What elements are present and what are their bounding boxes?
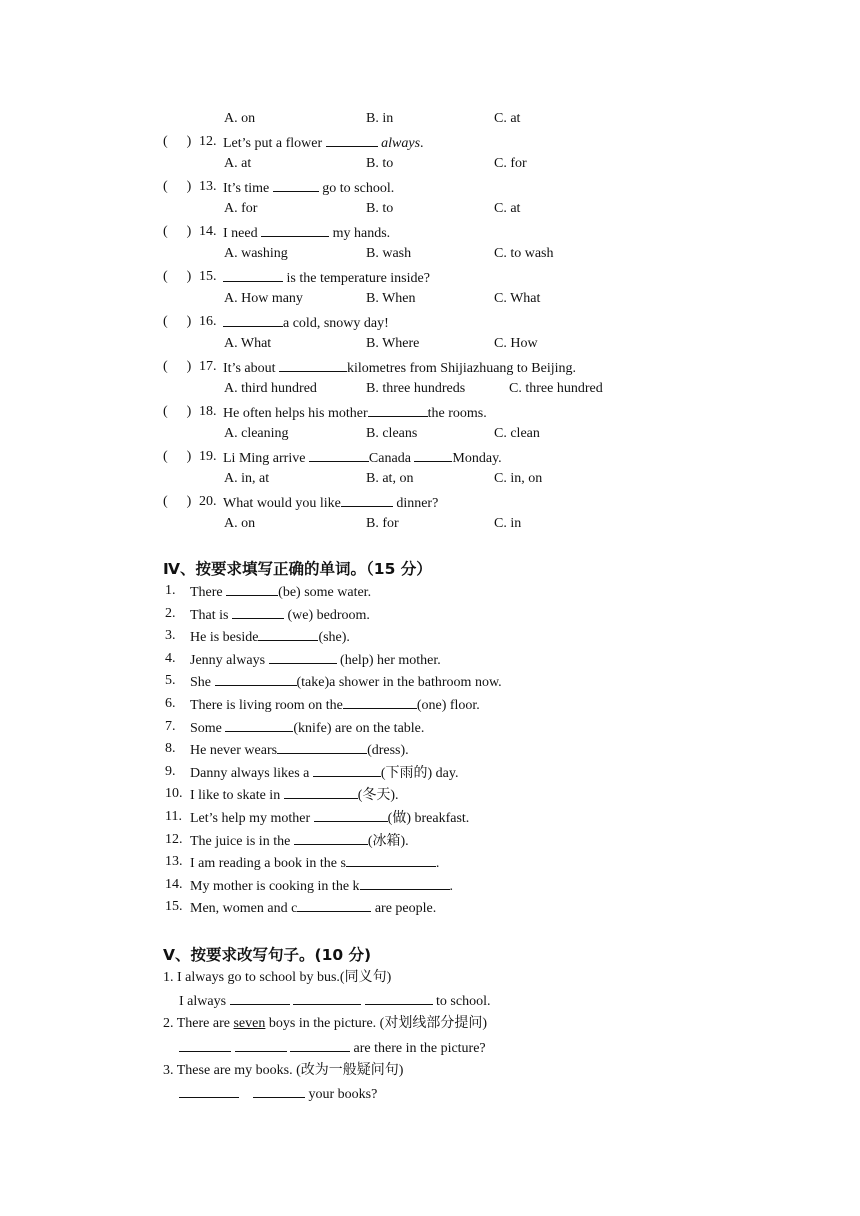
section-4-title: Ⅳ、按要求填写正确的单词。（15 分） [163, 560, 432, 578]
list-item: 4. Jenny always (help) her mother. [163, 648, 763, 671]
list-item: 10. I like to skate in (冬天). [163, 783, 763, 806]
list-item: 11. Let’s help my mother (做) breakfast. [163, 806, 763, 829]
question-12: ( ) 12. Let’s put a flower always. [163, 131, 763, 154]
question-13: ( ) 13. It’s time go to school. [163, 176, 763, 199]
answer-blank [309, 446, 369, 462]
question-20: ( ) 20. What would you like dinner? [163, 491, 763, 514]
question-19: ( ) 19. Li Ming arrive Canada Monday. [163, 446, 763, 469]
question-number: 12. [199, 133, 217, 149]
list-item: 8. He never wears (dress). [163, 738, 763, 761]
question-18: ( ) 18. He often helps his mother the rooms. [163, 401, 763, 424]
list-item: 12. The juice is in the (冰箱). [163, 829, 763, 852]
rewrite-q3-answer: your books? [163, 1082, 763, 1105]
list-item: 13. I am reading a book in the s . [163, 851, 763, 874]
rewrite-q3: 3. These are my books. (改为一般疑问句) [163, 1062, 404, 1078]
answer-blank [223, 266, 283, 282]
answer-blank [261, 221, 329, 237]
option-c: C. at [494, 111, 521, 126]
option-b: B. in [366, 111, 394, 126]
list-item: 9. Danny always likes a (下雨的) day. [163, 761, 763, 784]
rewrite-q1: 1. I always go to school by bus.(同义句) [163, 970, 392, 985]
question-text: Let’s put a flower always. [223, 131, 424, 156]
question-16: ( ) 16. a cold, snowy day! [163, 311, 763, 334]
rewrite-q2-answer: are there in the picture? [163, 1036, 763, 1059]
question-17: ( ) 17. It’s about kilometres from Shijiazhuang to Beijing. [163, 356, 763, 379]
list-item: 6. There is living room on the (one) floor. [163, 693, 763, 716]
multiple-choice-block: A. on B. in C. at ( ) 12. Let’s put a flower always. A. at B. to C. for ( ) 13. It’s time go to school. A. for B. to C. at ( ) 14. I need my hands. A. washing B. wash C. to wash ( ) 15. is the temperature inside? A. How many B. When C. What ( ) 16. a cold, snowy day! A. What B. Where C. How ( ) 17. It’s about kilometres from Shijiazhuang to Beijing. A. third hundred B. three hundreds C. three hundred ( ) 18. He often helps his mother the rooms. A. cleaning B. cleans C. clean ( ) 19. Li Ming arrive Canada Monday. A. in, at B. at, on C. in, on ( ) 20. What would you like dinner? A. on B. for C. in [163, 108, 763, 536]
question-15: ( ) 15. is the temperature inside? [163, 266, 763, 289]
list-item: 3. He is beside (she). [163, 625, 763, 648]
section-5-title: Ⅴ、按要求改写句子。(10 分) [163, 946, 372, 964]
q12-options: A. at B. to C. for [224, 156, 527, 171]
q11-options [163, 108, 763, 131]
list-item: 15. Men, women and c are people. [163, 896, 763, 919]
rewrite-block [163, 966, 763, 1105]
list-item: 5. She (take)a shower in the bathroom now. [163, 670, 763, 693]
answer-blank [368, 401, 428, 417]
rewrite-q2: 2. There are seven boys in the picture. (对划线部分提问) [163, 1016, 488, 1032]
rewrite-q1-answer: I always to school. [163, 989, 763, 1012]
question-14: ( ) 14. I need my hands. [163, 221, 763, 244]
answer-blank [273, 176, 319, 192]
option-a: A. on [224, 111, 256, 126]
answer-blank [279, 356, 347, 372]
list-item: 2. That is (we) bedroom. [163, 603, 763, 626]
answer-blank [223, 311, 283, 327]
fill-in-list [163, 580, 763, 919]
list-item: 7. Some (knife) are on the table. [163, 716, 763, 739]
answer-blank [326, 131, 378, 147]
list-item: 14. My mother is cooking in the k . [163, 874, 763, 897]
list-item: 1. There (be) some water. [163, 580, 763, 603]
answer-blank [414, 446, 452, 462]
answer-blank [341, 491, 393, 507]
